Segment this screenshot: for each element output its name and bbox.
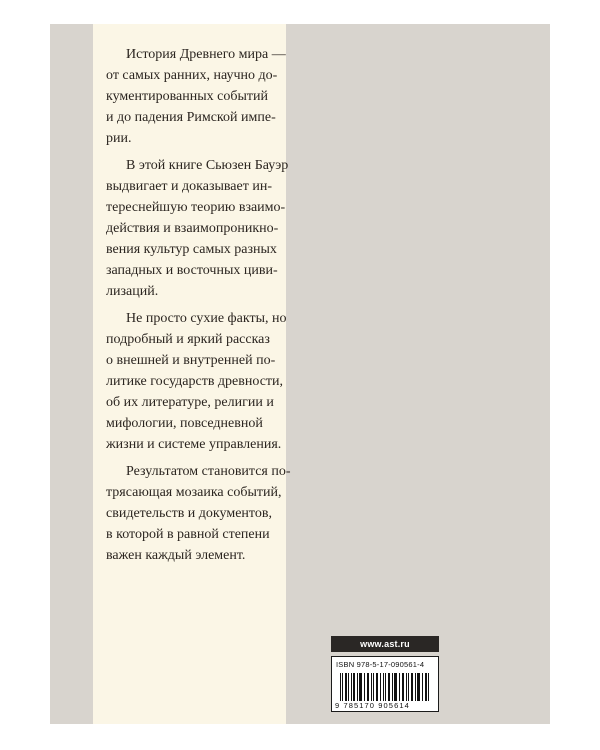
paragraph-4 — [106, 461, 299, 566]
text-line: выдвигает и доказывает ин- — [106, 179, 273, 194]
text-line: жизни и системе управления. — [106, 437, 282, 452]
text-line: лизаций. — [106, 284, 159, 299]
text-line: от самых ранних, научно до- — [106, 68, 278, 83]
text-line: действия и взаимопроникно- — [106, 221, 279, 236]
isbn-label: ISBN 978-5-17-090561-4 — [336, 660, 425, 669]
text-line: литике государств древности, — [106, 374, 284, 389]
text-line: мифологии, повседневной — [106, 416, 263, 431]
text-line: кументированных событий — [106, 89, 268, 104]
text-line: и до падения Римской импе- — [106, 110, 276, 125]
text-line: Результатом становится по- — [126, 464, 291, 479]
description-text — [106, 44, 299, 572]
barcode-number: 9 785170 905614 — [335, 701, 410, 710]
text-line: вения культур самых разных — [106, 242, 277, 257]
text-line: История Древнего мира — — [126, 47, 286, 62]
text-line: свидетельств и документов, — [106, 506, 272, 521]
text-line: Не просто сухие факты, но — [126, 311, 287, 326]
text-line: об их литературе, религии и — [106, 395, 274, 410]
barcode-icon — [340, 673, 430, 701]
text-line: тереснейшую теорию взаимо- — [106, 200, 286, 215]
isbn-barcode-block — [331, 656, 439, 712]
paragraph-3 — [106, 308, 299, 455]
text-line: о внешней и внутренней по- — [106, 353, 276, 368]
publisher-website: www.ast.ru — [331, 636, 439, 652]
text-line: в которой в равной степени — [106, 527, 270, 542]
text-line: В этой книге Сьюзен Бауэр — [126, 158, 289, 173]
text-line: важен каждый элемент. — [106, 548, 246, 563]
text-line: рии. — [106, 131, 132, 146]
paragraph-2 — [106, 155, 299, 302]
text-line: западных и восточных циви- — [106, 263, 278, 278]
text-line: трясающая мозаика событий, — [106, 485, 282, 500]
text-line: подробный и яркий рассказ — [106, 332, 270, 347]
paragraph-1 — [106, 44, 299, 149]
